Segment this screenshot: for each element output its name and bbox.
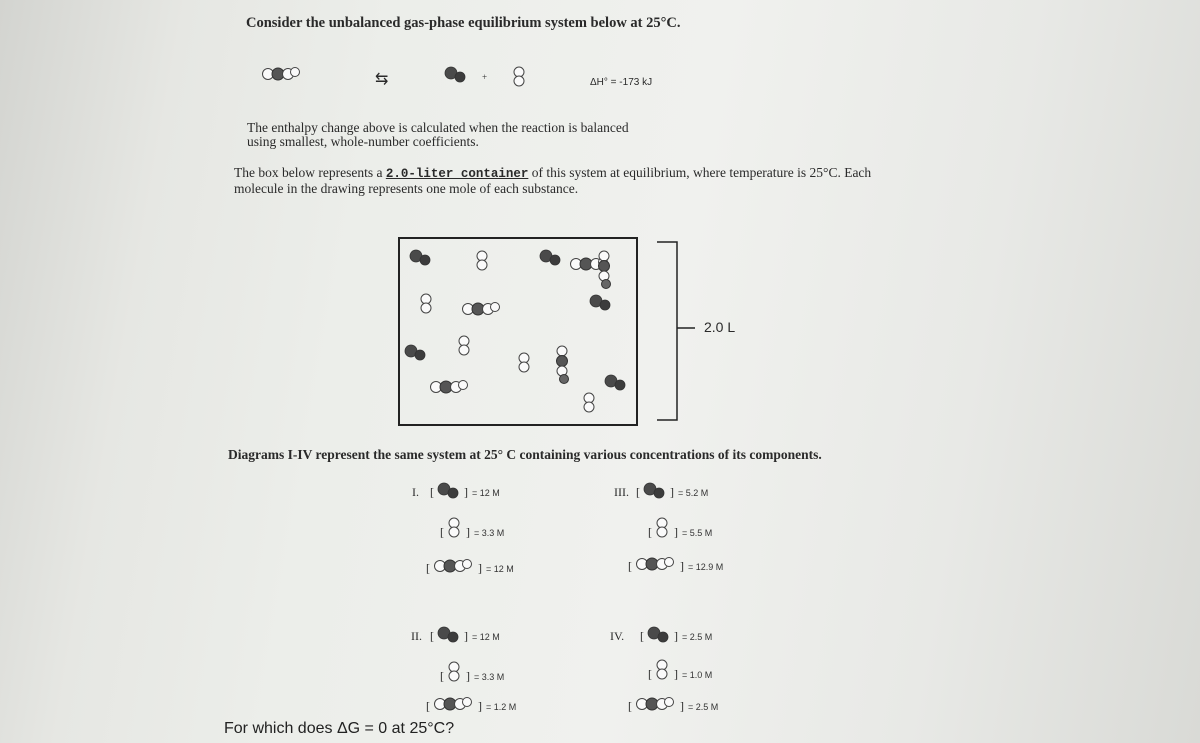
- equals-sign: =: [678, 488, 686, 498]
- equals-sign: =: [688, 702, 696, 712]
- concentration-value: 2.5 M: [695, 702, 719, 712]
- concentration-value: 3.3 M: [481, 672, 505, 682]
- equals-sign: =: [472, 488, 480, 498]
- diagram-III: [614, 483, 629, 501]
- bracket-open: [: [636, 485, 640, 499]
- triatomic-chain-molecule-icon: [636, 698, 676, 712]
- enthalpy-line-1: The enthalpy change above is calculated when the reaction is balanced: [247, 120, 629, 135]
- bracket-close: ]: [670, 485, 674, 499]
- diagram-label: I.: [412, 485, 419, 499]
- diagram-label: II.: [411, 629, 422, 643]
- light-diatomic-molecule-icon: [448, 661, 462, 683]
- diatomic-dark-light-molecule: [540, 250, 562, 268]
- bracket-close: ]: [674, 667, 678, 681]
- delta-h: ΔH° = -173 kJ: [590, 77, 653, 88]
- light-diatomic-molecule-icon: [513, 66, 527, 90]
- bracket-open: [: [648, 667, 652, 681]
- bracket-close: ]: [466, 525, 470, 539]
- diagram-label: III.: [614, 485, 629, 499]
- diatomic-dark-light-molecule-icon: [445, 67, 467, 85]
- box-line1-b: of this system at equilibrium, where temperature is 25°C. Each: [528, 165, 872, 180]
- bracket-close: ]: [464, 629, 468, 643]
- diagram-label: IV.: [610, 629, 625, 643]
- light-diatomic-molecule: [518, 352, 532, 376]
- diagram-I-row-1: [430, 480, 500, 501]
- diatomic-dark-light-molecule-icon: [644, 483, 666, 499]
- bracket-open: [: [426, 699, 430, 713]
- light-diatomic-molecule-icon: [448, 517, 462, 539]
- bracket-close: ]: [674, 525, 678, 539]
- diagram-I-row-2: [440, 514, 504, 541]
- light-diatomic-molecule-icon: [656, 659, 670, 681]
- equals-sign: =: [682, 632, 690, 642]
- diagrams-intro: Diagrams I-IV represent the same system at 25° C containing various concentrations of its components.: [228, 447, 822, 462]
- bracket-open: [: [440, 669, 444, 683]
- concentration-value: 12 M: [479, 488, 500, 498]
- equals-sign: =: [486, 702, 494, 712]
- triatomic-chain-molecule: [598, 250, 612, 292]
- bracket-open: [: [640, 629, 644, 643]
- bracket-open: [: [440, 525, 444, 539]
- bracket-close: ]: [674, 629, 678, 643]
- equals-sign: =: [486, 564, 494, 574]
- equilibrium-arrow-icon: ⇆: [375, 71, 389, 88]
- bracket-close: ]: [464, 485, 468, 499]
- light-diatomic-molecule-icon: [656, 517, 670, 539]
- diagram-II-row-2: [440, 658, 504, 685]
- diagram-IV-row-3: [628, 696, 718, 715]
- equals-sign: =: [688, 562, 696, 572]
- concentration-value: 12 M: [479, 632, 500, 642]
- bracket-open: [: [628, 559, 632, 573]
- diagram-III-row-3: [628, 556, 723, 575]
- equals-sign: =: [682, 670, 690, 680]
- equals-sign: =: [682, 528, 690, 538]
- plus-sign: +: [482, 72, 488, 82]
- concentration-value: 1.2 M: [493, 702, 517, 712]
- light-diatomic-molecule: [583, 392, 597, 416]
- bracket-close: ]: [680, 699, 684, 713]
- diagram-I-row-3: [426, 558, 514, 577]
- concentration-value: 3.3 M: [481, 528, 505, 538]
- question-intro: Consider the unbalanced gas-phase equilibrium system below at 25°C.: [246, 15, 681, 31]
- concentration-value: 2.5 M: [689, 632, 713, 642]
- light-diatomic-molecule: [476, 250, 490, 274]
- diatomic-dark-light-molecule: [405, 345, 427, 363]
- box-description-line-1: [234, 165, 871, 182]
- diatomic-dark-light-molecule-icon: [438, 483, 460, 499]
- concentration-value: 5.5 M: [689, 528, 713, 538]
- bracket-close: ]: [680, 559, 684, 573]
- diagram-I: [412, 483, 419, 501]
- diatomic-dark-light-molecule-icon: [438, 627, 460, 643]
- triatomic-chain-molecule-icon: [636, 558, 676, 572]
- equals-sign: =: [474, 672, 482, 682]
- equals-sign: =: [472, 632, 480, 642]
- diagram-II-row-3: [426, 696, 516, 715]
- box-description-line-2: molecule in the drawing represents one mole of each substance.: [234, 181, 579, 196]
- concentration-value: 1.0 M: [689, 670, 713, 680]
- concentration-value: 12 M: [493, 564, 514, 574]
- volume-bracket: [655, 240, 695, 425]
- box-line1-a: The box below represents a: [234, 165, 386, 180]
- triatomic-chain-molecule-icon: [434, 698, 474, 712]
- diagram-IV: [610, 627, 624, 645]
- diatomic-dark-light-molecule: [590, 295, 612, 313]
- triatomic-chain-molecule: [556, 345, 570, 387]
- bracket-open: [: [430, 485, 434, 499]
- diatomic-dark-light-molecule-icon: [648, 627, 670, 643]
- light-diatomic-molecule: [420, 293, 434, 317]
- bracket-close: ]: [478, 699, 482, 713]
- diagram-II-row-1: [430, 624, 500, 645]
- diagram-IV-row-2: [648, 656, 712, 683]
- triatomic-chain-molecule: [462, 303, 502, 317]
- bracket-close: ]: [466, 669, 470, 683]
- bracket-open: [: [648, 525, 652, 539]
- triatomic-chain-molecule: [430, 381, 470, 395]
- concentration-value: 12.9 M: [695, 562, 724, 572]
- triatomic-chain-molecule-icon: [434, 560, 474, 574]
- equals-sign: =: [474, 528, 482, 538]
- volume-label: 2.0 L: [704, 319, 736, 335]
- container-volume-underlined: 2.0-liter container: [385, 167, 529, 181]
- diatomic-dark-light-molecule: [410, 250, 432, 268]
- triatomic-chain-molecule-icon: [262, 68, 302, 82]
- bracket-open: [: [628, 699, 632, 713]
- diagram-III-row-2: [648, 514, 712, 541]
- enthalpy-line-2: using smallest, whole-number coefficients.: [247, 134, 479, 149]
- bracket-open: [: [430, 629, 434, 643]
- light-diatomic-molecule: [458, 335, 472, 359]
- bracket-open: [: [426, 561, 430, 575]
- bracket-close: ]: [478, 561, 482, 575]
- diagram-III-row-1: [636, 480, 708, 501]
- diagram-IV-row-1: [640, 624, 712, 645]
- diatomic-dark-light-molecule: [605, 375, 627, 393]
- concentration-value: 5.2 M: [685, 488, 709, 498]
- diagram-II: [411, 627, 422, 645]
- bottom-question: For which does ΔG = 0 at 25°C?: [224, 720, 455, 737]
